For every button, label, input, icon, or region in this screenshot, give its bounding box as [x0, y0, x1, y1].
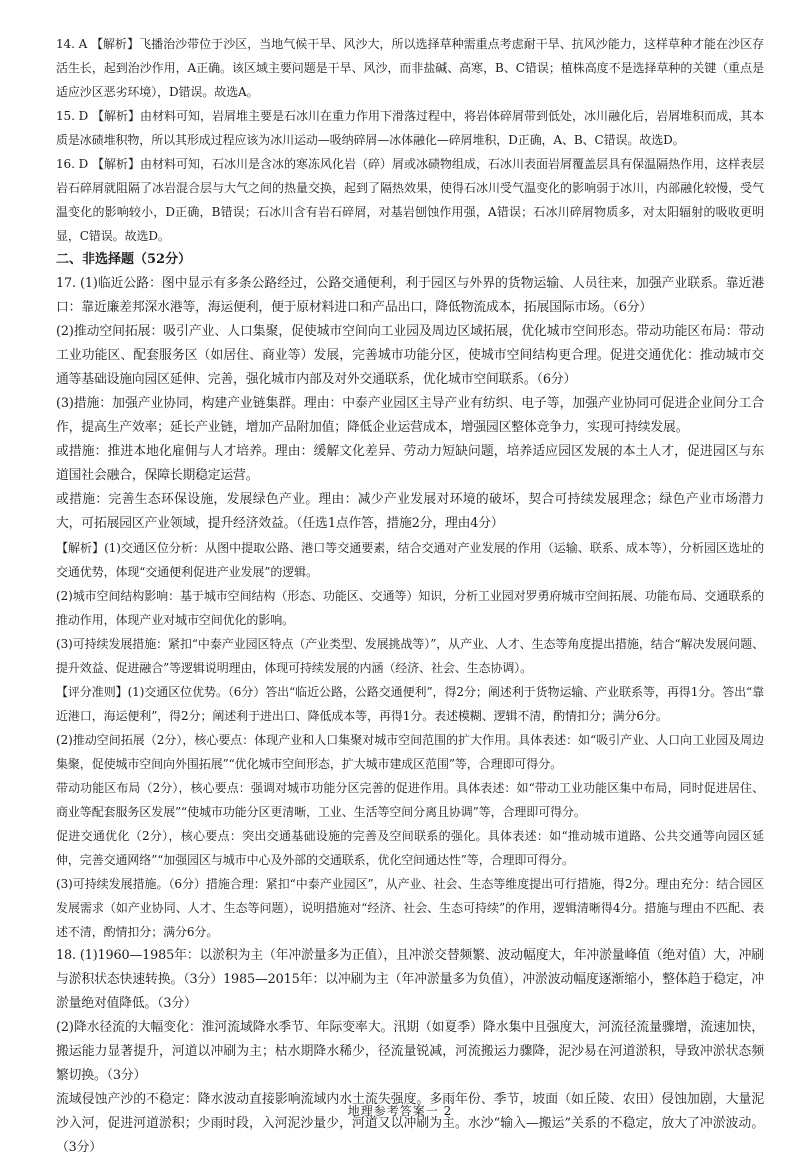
q17-scoring-1: 【评分准则】(1)交通区位优势。（6分）答出“临近公路，公路交通便利”，得2分；阐述利于货物运输、产业联系等，再得1分。答出“靠近港口，海运便利”，得2分；阐述利于进出口、降低成本等，再得1分。表述模糊、逻辑不清，酌情扣分；满分6分。 [56, 685, 764, 723]
q14-answer: 14. A 【解析】飞播治沙带位于沙区，当地气候干旱、风沙大，所以选择草种需重点考虑耐干旱、抗风沙能力，这样草种才能在沙区存活生长，起到治沙作用，A正确。该区域主要问题是干旱、风沙，而非盐碱、高寒，B、C错误；植株高度不是选择草种的关键（重点是适应沙区恶劣环境），D错误。故选A。 [56, 37, 764, 99]
answer-content [56, 32, 764, 1160]
q17-scoring-4: 促进交通优化（2分），核心要点：突出交通基础设施的完善及空间联系的强化。具体表述：如“推动城市道路、公共交通等向园区延伸，完善交通网络”“加强园区与城市中心及外部的交通联系，优化空间通达性”等，合理即可得分。 [56, 829, 764, 867]
q17-part1: 17. (1)临近公路：图中显示有多条公路经过，公路交通便利，利于园区与外界的货物运输、人员往来，加强产业联系。靠近港口：靠近廉差邦深水港等，海运便利，便于原材料进口和产品出口，降低物流成本，拓展国际市场。（6分） [56, 276, 764, 315]
q17-part3: (3)措施：加强产业协同，构建产业链集群。理由：中泰产业园区主导产业有纺织、电子等，加强产业协同可促进企业间分工合作，提高生产效率；延长产业链，增加产品附加值；降低企业运营成本，增强园区整体竞争力，实现可持续发展。 [56, 396, 764, 435]
q18-part1: 18. (1)1960—1985年：以淤积为主（年冲淤量多为正值），且冲淤交替频繁、波动幅度大，年冲淤量峰值（绝对值）大，冲刷与淤积状态快速转换。（3分）1985—2015年：以冲刷为主（年冲淤量多为负值），冲淤波动幅度逐渐缩小，整体趋于稳定，冲淤量绝对值降低。（3分） [56, 948, 764, 1011]
q17-scoring-2: (2)推动空间拓展（2分），核心要点：体现产业和人口集聚对城市空间范围的扩大作用。具体表述：如“吸引产业、人口向工业园及周边集聚，促使城市空间向外围拓展”“优化城市空间形态，扩大城市建成区范围”等，合理即可得分。 [56, 733, 764, 771]
q18-part3: 流域侵蚀产沙的不稳定：降水波动直接影响流域内水土流失强度。多雨年份、季节，坡面（如丘陵、农田）侵蚀加剧，大量泥沙入河，促进河道淤积；少雨时段，入河泥沙量少，河道又以冲刷为主。水沙“输入—搬运”关系的不稳定，放大了冲淤波动。（3分） [56, 1092, 764, 1155]
q15-answer: 15. D 【解析】由材料可知，岩屑堆主要是石冰川在重力作用下滑落过程中，将岩体碎屑带到低处，冰川融化后，岩屑堆积而成，其本质是冰碛堆积物，所以其形成过程应该为冰川运动—吸纳碎屑—冰体融化—碎屑堆积，D正确，A、B、C错误。故选D。 [56, 109, 764, 147]
q17-scoring-3: 带动功能区布局（2分），核心要点：强调对城市功能分区完善的促进作用。具体表述：如“带动工业功能区集中布局，同时促进居住、商业等配套服务区发展”“使城市功能分区更清晰，工业、生活等空间分离且协调”等，合理即可得分。 [56, 781, 764, 819]
page-footer: 地理参考答案一 2 [347, 1104, 453, 1118]
q18-part2: (2)降水径流的大幅变化：淮河流域降水季节、年际变率大。汛期（如夏季）降水集中且强度大，河流径流量骤增，流速加快，搬运能力显著提升，河道以冲刷为主；枯水期降水稀少，径流量锐减，河流搬运力骤降，泥沙易在河道淤积，导致冲淤状态频繁切换。（3分） [56, 1020, 764, 1083]
q17-explanation-3: (3)可持续发展措施：紧扣“中泰产业园区特点（产业类型、发展挑战等）”，从产业、人才、生态等角度提出措施，结合“解决发展问题、提升效益、促进融合”等逻辑说明理由，体现可持续发展的内涵（经济、社会、生态协调）。 [56, 637, 764, 675]
q17-alt-measure-2: 或措施：完善生态环保设施，发展绿色产业。理由：减少产业发展对环境的破坏，契合可持续发展理念；绿色产业市场潜力大，可拓展园区产业领域，提升经济效益。（任选1点作答，措施2分，理由4分） [56, 492, 764, 531]
q17-explanation-1: 【解析】(1)交通区位分析：从图中提取公路、港口等交通要素，结合交通对产业发展的作用（运输、联系、成本等），分析园区选址的交通优势，体现“交通便利促进产业发展”的逻辑。 [56, 541, 764, 579]
q17-scoring-5: (3)可持续发展措施。（6分）措施合理：紧扣“中泰产业园区”，从产业、社会、生态等维度提出可行措施，得2分。理由充分：结合园区发展需求（如产业协同、人才、生态等问题），说明措施对“经济、社会、生态可持续”的作用，逻辑清晰得4分。措施与理由不匹配、表述不清，酌情扣分；满分6分。 [56, 877, 764, 939]
q17-alt-measure-1: 或措施：推进本地化雇佣与人才培养。理由：缓解文化差异、劳动力短缺问题，培养适应园区发展的本土人才，促进园区与东道国社会融合，保障长期稳定运营。 [56, 444, 764, 483]
q17-explanation-2: (2)城市空间结构影响：基于城市空间结构（形态、功能区、交通等）知识，分析工业园对罗勇府城市空间拓展、功能布局、交通联系的推动作用，体现产业对城市空间优化的影响。 [56, 589, 764, 627]
q16-answer: 16. D 【解析】由材料可知，石冰川是含冰的寒冻风化岩（碎）屑或冰碛物组成，石冰川表面岩屑覆盖层具有保温隔热作用，这样表层岩石碎屑就阻隔了冰岩混合层与大气之间的热量交换，起到了隔热效果，使得石冰川受气温变化的影响弱于冰川，内部融化较慢，受气温变化的影响较小，D正确，B错误；石冰川含有岩石碎屑，对基岩刨蚀作用强，A错误；石冰川碎屑物质多，对太阳辐射的吸收更明显，C错误。故选D。 [56, 157, 764, 243]
q17-part2: (2)推动空间拓展：吸引产业、人口集聚，促使城市空间向工业园及周边区域拓展，优化城市空间形态。带动功能区布局：带动工业功能区、配套服务区（如居住、商业等）发展，完善城市功能分区，使城市空间结构更合理。促进交通优化：推动城市交通等基础设施向园区延伸、完善，强化城市内部及对外交通联系，优化城市空间联系。（6分） [56, 324, 764, 387]
section-title-nonchoice: 二、非选择题（52分） [56, 252, 192, 267]
